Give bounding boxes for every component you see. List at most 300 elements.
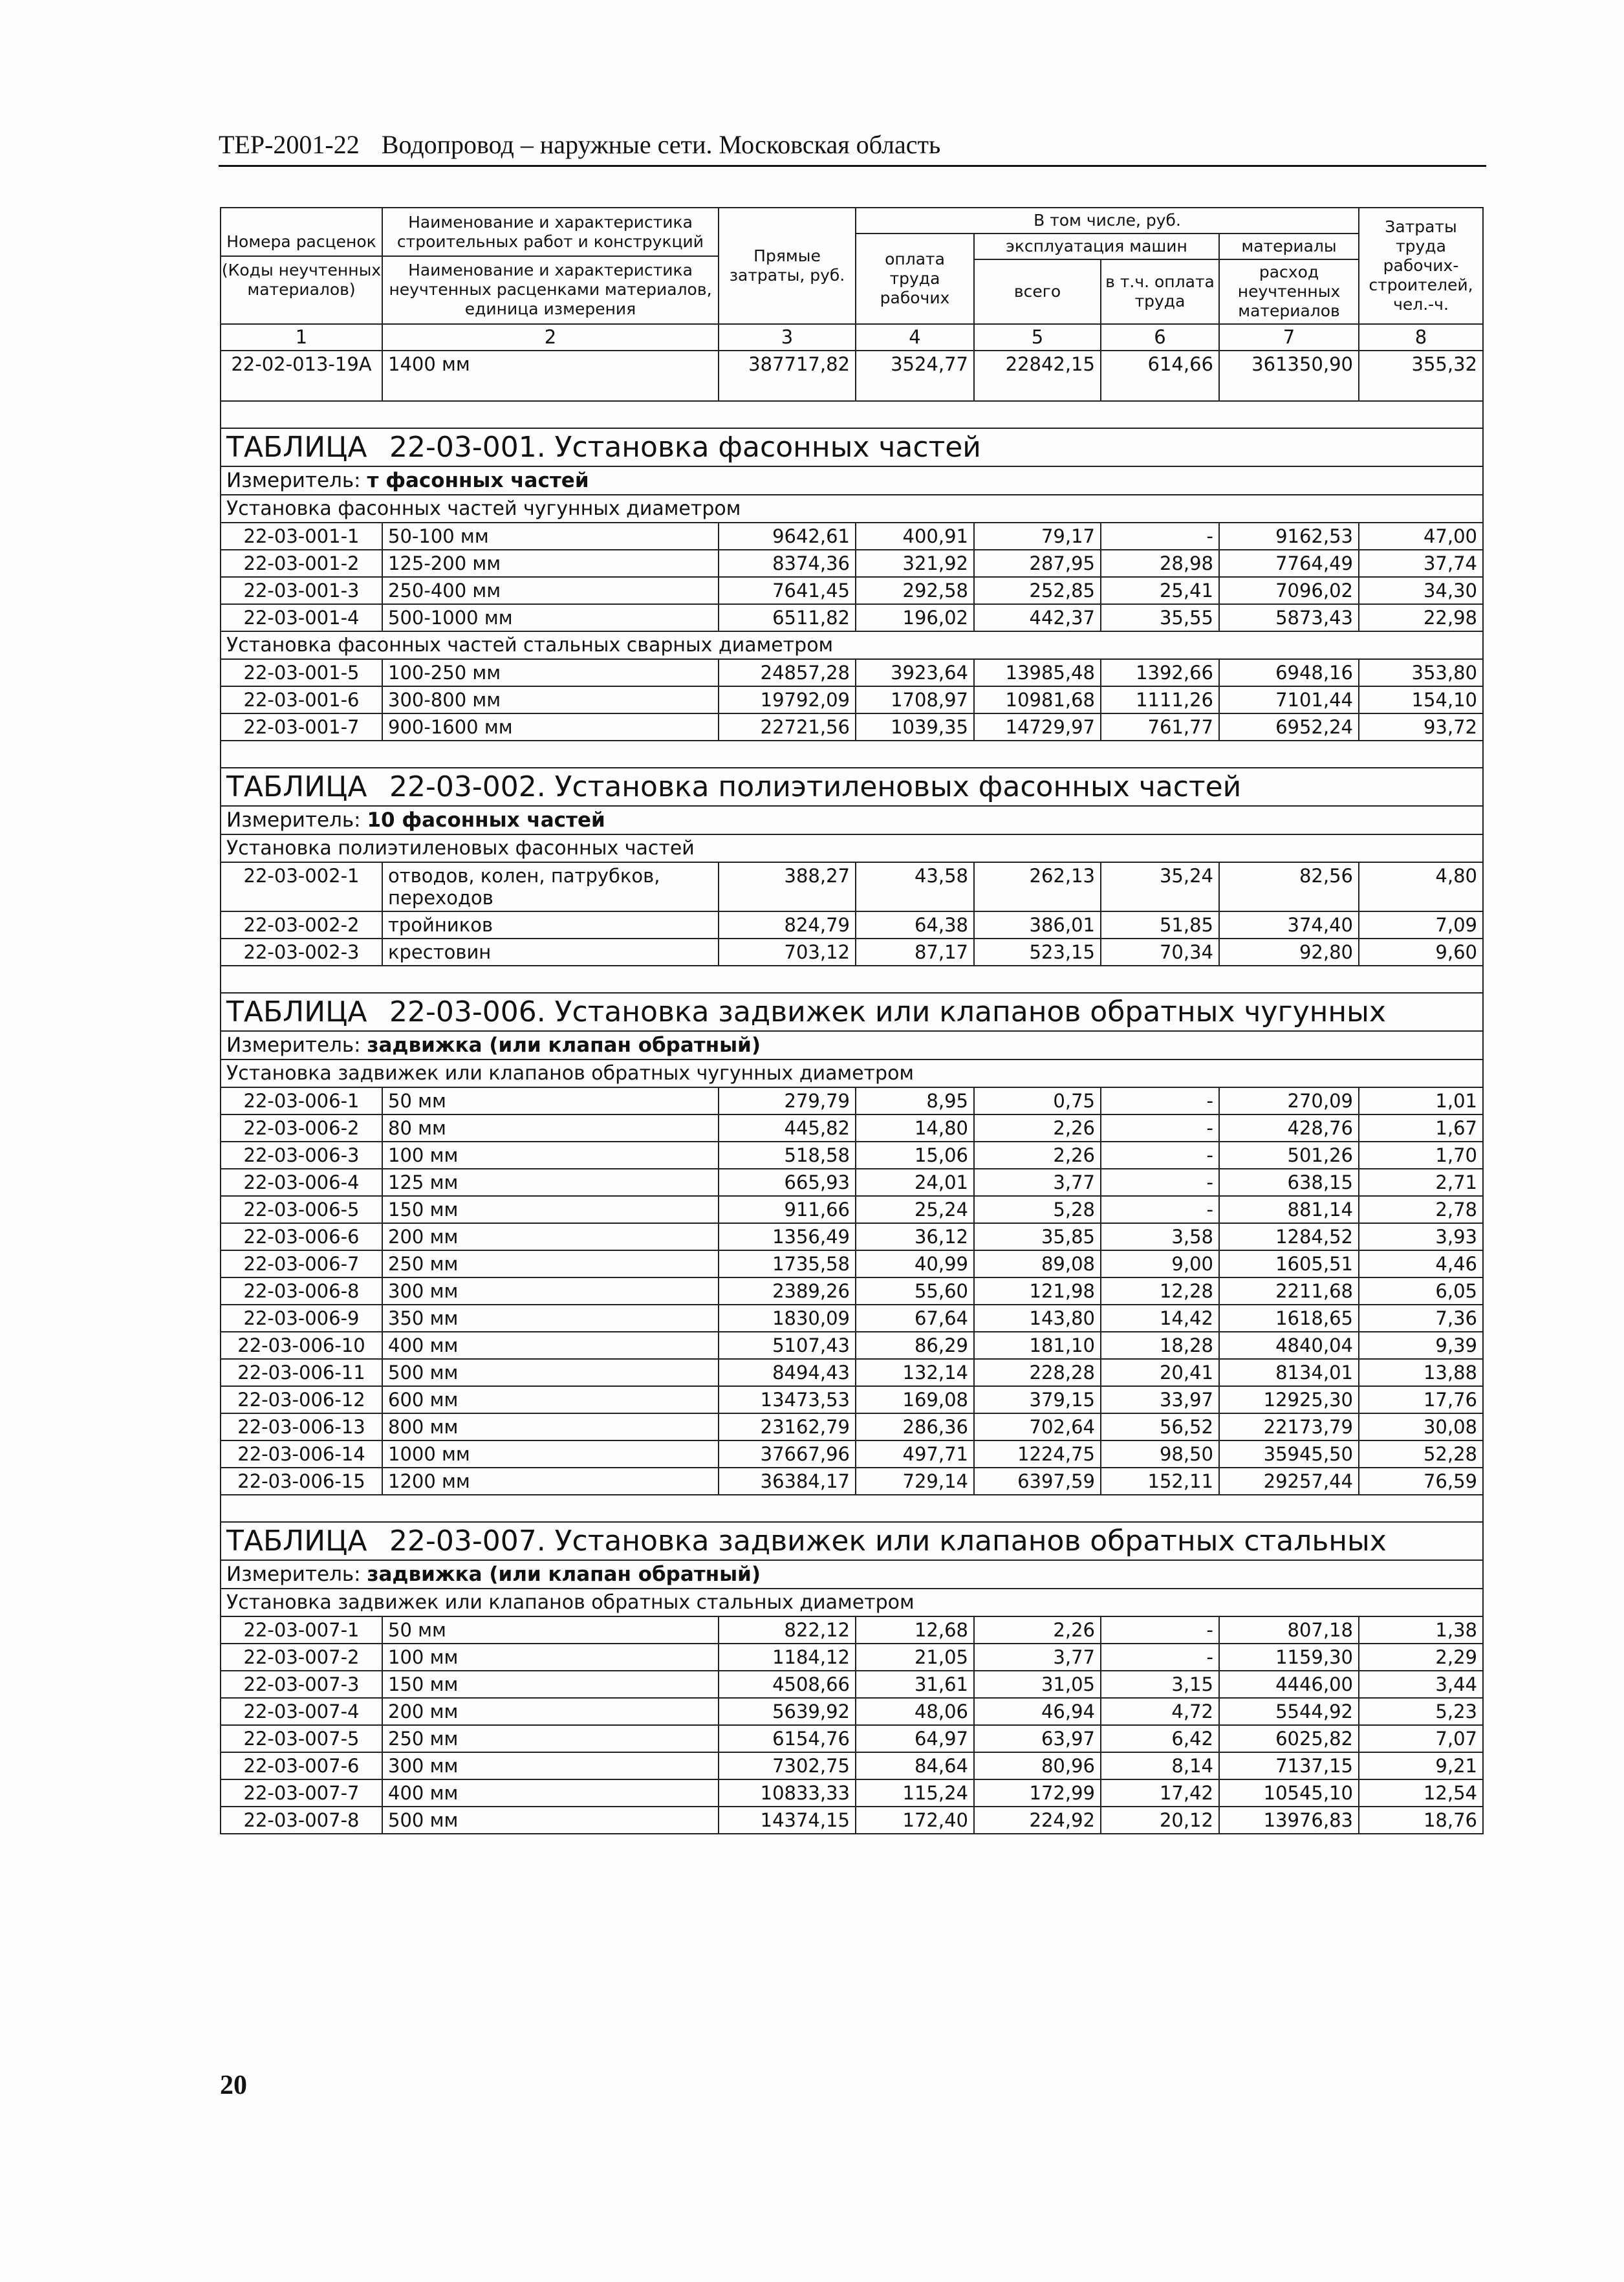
table-row (221, 659, 1483, 686)
labor-hours: 9,21 (1359, 1752, 1483, 1779)
machines-labor-cost: 6,42 (1101, 1725, 1219, 1752)
labor-hours: 7,07 (1359, 1725, 1483, 1752)
rate-code: 22-03-002-2 (221, 911, 382, 939)
machines-labor-cost: - (1101, 1169, 1219, 1196)
rate-name: 100-250 мм (382, 659, 719, 686)
labor-cost: 55,60 (856, 1277, 974, 1305)
materials-cost: 1618,65 (1219, 1305, 1359, 1332)
labor-cost: 67,64 (856, 1305, 974, 1332)
rate-code: 22-03-001-4 (221, 604, 382, 631)
direct-cost: 388,27 (719, 862, 856, 911)
rate-code: 22-03-006-8 (221, 1277, 382, 1305)
col-header-machines-total: всего (974, 259, 1101, 324)
rate-code: 22-03-006-12 (221, 1386, 382, 1413)
direct-cost: 36384,17 (719, 1468, 856, 1495)
rate-name: 400 мм (382, 1332, 719, 1359)
materials-cost: 7101,44 (1219, 686, 1359, 713)
direct-cost: 8374,36 (719, 550, 856, 577)
group-title: Установка фасонных частей чугунных диаметром (221, 495, 1483, 523)
rate-name: 500-1000 мм (382, 604, 719, 631)
materials-cost: 6025,82 (1219, 1725, 1359, 1752)
meter-label: Измеритель: (226, 1033, 361, 1057)
machines-cost: 702,64 (974, 1413, 1101, 1440)
rate-name: 100 мм (382, 1142, 719, 1169)
labor-cost: 321,92 (856, 550, 974, 577)
labor-cost: 64,38 (856, 911, 974, 939)
labor-hours: 7,09 (1359, 911, 1483, 939)
machines-cost: 228,28 (974, 1359, 1101, 1386)
machines-labor-cost: 614,66 (1101, 351, 1219, 401)
machines-labor-cost: - (1101, 1114, 1219, 1142)
rate-name: 50 мм (382, 1087, 719, 1114)
machines-cost: 6397,59 (974, 1468, 1101, 1495)
rate-name: 500 мм (382, 1359, 719, 1386)
machines-labor-cost: 152,11 (1101, 1468, 1219, 1495)
machines-labor-cost: 35,24 (1101, 862, 1219, 911)
machines-labor-cost: 35,55 (1101, 604, 1219, 631)
rate-name: 250 мм (382, 1725, 719, 1752)
table-row (221, 713, 1483, 741)
materials-cost: 29257,44 (1219, 1468, 1359, 1495)
labor-cost: 64,97 (856, 1725, 974, 1752)
meter-value: задвижка (или клапан обратный) (367, 1033, 761, 1057)
machines-cost: 63,97 (974, 1725, 1101, 1752)
labor-cost: 115,24 (856, 1779, 974, 1807)
column-number-row (221, 324, 1483, 351)
col-number: 7 (1219, 324, 1359, 351)
group-title: Установка фасонных частей стальных сварных диаметром (221, 631, 1483, 659)
materials-cost: 10545,10 (1219, 1779, 1359, 1807)
table-row (221, 1386, 1483, 1413)
col-header-materials: расход неучтенных материалов (1219, 259, 1359, 324)
labor-cost: 40,99 (856, 1250, 974, 1277)
labor-cost: 48,06 (856, 1698, 974, 1725)
machines-cost: 89,08 (974, 1250, 1101, 1277)
machines-labor-cost: 56,52 (1101, 1413, 1219, 1440)
rate-name: 400 мм (382, 1779, 719, 1807)
machines-labor-cost: 20,41 (1101, 1359, 1219, 1386)
rate-name: 800 мм (382, 1413, 719, 1440)
col-header-group-materials: материалы (1219, 234, 1359, 259)
table-title-row (221, 768, 1483, 806)
rate-name: 1200 мм (382, 1468, 719, 1495)
labor-cost: 1708,97 (856, 686, 974, 713)
rate-name: 250 мм (382, 1250, 719, 1277)
table-row (221, 1807, 1483, 1834)
table-label: ТАБЛИЦА (226, 430, 367, 464)
meter-label: Измеритель: (226, 808, 361, 832)
rate-code: 22-03-006-11 (221, 1359, 382, 1386)
doc-code: ТЕР-2001-22 (219, 130, 360, 159)
direct-cost: 518,58 (719, 1142, 856, 1169)
col-header-hours: Затраты труда рабочих-строителей, чел.-ч. (1359, 208, 1483, 324)
labor-hours: 6,05 (1359, 1277, 1483, 1305)
table-row (221, 1359, 1483, 1386)
table-row (221, 1644, 1483, 1671)
labor-hours: 1,38 (1359, 1616, 1483, 1644)
machines-labor-cost: 761,77 (1101, 713, 1219, 741)
direct-cost: 445,82 (719, 1114, 856, 1142)
direct-cost: 822,12 (719, 1616, 856, 1644)
rate-code: 22-03-006-5 (221, 1196, 382, 1223)
rate-name: 150 мм (382, 1196, 719, 1223)
table-code-title: 22-03-001. Установка фасонных частей (389, 430, 981, 464)
table-body (221, 351, 1483, 1834)
direct-cost: 5639,92 (719, 1698, 856, 1725)
rate-code: 22-03-006-13 (221, 1413, 382, 1440)
table-row (221, 939, 1483, 966)
meter-value: задвижка (или клапан обратный) (367, 1562, 761, 1586)
group-title: Установка полиэтиленовых фасонных частей (221, 834, 1483, 862)
section-gap (221, 966, 1483, 993)
machines-cost: 287,95 (974, 550, 1101, 577)
machines-cost: 80,96 (974, 1752, 1101, 1779)
rate-code: 22-03-007-7 (221, 1779, 382, 1807)
meter-value: т фасонных частей (367, 468, 589, 492)
labor-hours: 3,93 (1359, 1223, 1483, 1250)
rate-code: 22-03-007-5 (221, 1725, 382, 1752)
machines-labor-cost: 70,34 (1101, 939, 1219, 966)
rate-code: 22-03-001-3 (221, 577, 382, 604)
labor-cost: 286,36 (856, 1413, 974, 1440)
materials-cost: 82,56 (1219, 862, 1359, 911)
rate-name: 900-1600 мм (382, 713, 719, 741)
machines-labor-cost: 1392,66 (1101, 659, 1219, 686)
labor-cost: 169,08 (856, 1386, 974, 1413)
table-title-row (221, 993, 1483, 1031)
rate-name: 100 мм (382, 1644, 719, 1671)
machines-cost: 379,15 (974, 1386, 1101, 1413)
meter-value: 10 фасонных частей (367, 808, 605, 832)
labor-hours: 93,72 (1359, 713, 1483, 741)
materials-cost: 5873,43 (1219, 604, 1359, 631)
materials-cost: 428,76 (1219, 1114, 1359, 1142)
labor-cost: 3524,77 (856, 351, 974, 401)
labor-cost: 84,64 (856, 1752, 974, 1779)
col-header-machines-labor: в т.ч. оплата труда (1101, 259, 1219, 324)
section-gap (221, 1495, 1483, 1522)
labor-cost: 31,61 (856, 1671, 974, 1698)
rate-code: 22-03-001-2 (221, 550, 382, 577)
labor-cost: 21,05 (856, 1644, 974, 1671)
meter-label: Измеритель: (226, 1562, 361, 1586)
machines-cost: 2,26 (974, 1114, 1101, 1142)
direct-cost: 7302,75 (719, 1752, 856, 1779)
materials-cost: 374,40 (1219, 911, 1359, 939)
labor-hours: 353,80 (1359, 659, 1483, 686)
machines-labor-cost: 51,85 (1101, 911, 1219, 939)
machines-cost: 46,94 (974, 1698, 1101, 1725)
rate-name: 200 мм (382, 1223, 719, 1250)
machines-cost: 386,01 (974, 911, 1101, 939)
rate-name: 80 мм (382, 1114, 719, 1142)
rate-code: 22-03-006-7 (221, 1250, 382, 1277)
rate-code: 22-03-006-3 (221, 1142, 382, 1169)
machines-labor-cost: 28,98 (1101, 550, 1219, 577)
machines-labor-cost: 25,41 (1101, 577, 1219, 604)
table-row (221, 1169, 1483, 1196)
col-number: 6 (1101, 324, 1219, 351)
machines-labor-cost: 3,15 (1101, 1671, 1219, 1698)
rate-name: 1400 мм (382, 351, 719, 401)
direct-cost: 10833,33 (719, 1779, 856, 1807)
direct-cost: 1830,09 (719, 1305, 856, 1332)
group-title-row (221, 1060, 1483, 1087)
table-row (221, 1332, 1483, 1359)
machines-labor-cost: - (1101, 1616, 1219, 1644)
rate-name: отводов, колен, патрубков, переходов (382, 862, 719, 911)
table-row (221, 1779, 1483, 1807)
materials-cost: 807,18 (1219, 1616, 1359, 1644)
labor-cost: 3923,64 (856, 659, 974, 686)
rate-name: 350 мм (382, 1305, 719, 1332)
group-title-row (221, 834, 1483, 862)
machines-cost: 0,75 (974, 1087, 1101, 1114)
machines-cost: 224,92 (974, 1807, 1101, 1834)
labor-hours: 3,44 (1359, 1671, 1483, 1698)
table-row (221, 1142, 1483, 1169)
direct-cost: 19792,09 (719, 686, 856, 713)
machines-labor-cost: - (1101, 523, 1219, 550)
table-row (221, 1440, 1483, 1468)
machines-labor-cost: 18,28 (1101, 1332, 1219, 1359)
labor-hours: 37,74 (1359, 550, 1483, 577)
machines-cost: 5,28 (974, 1196, 1101, 1223)
table-code-title: 22-03-002. Установка полиэтиленовых фасонных частей (389, 770, 1242, 803)
materials-cost: 501,26 (1219, 1142, 1359, 1169)
rate-code: 22-03-006-9 (221, 1305, 382, 1332)
table-label: ТАБЛИЦА (226, 770, 367, 803)
labor-hours: 22,98 (1359, 604, 1483, 631)
rate-code: 22-03-001-6 (221, 686, 382, 713)
col2-bottom-label: Наименование и характеристика неучтенных расценками материалов, единица измерения (383, 255, 718, 319)
table-row (221, 1305, 1483, 1332)
machines-cost: 22842,15 (974, 351, 1101, 401)
col-number: 4 (856, 324, 974, 351)
table-code-title: 22-03-006. Установка задвижек или клапанов обратных чугунных (389, 995, 1386, 1028)
direct-cost: 5107,43 (719, 1332, 856, 1359)
direct-cost: 387717,82 (719, 351, 856, 401)
machines-labor-cost: 8,14 (1101, 1752, 1219, 1779)
rates-table (220, 207, 1484, 1834)
machines-labor-cost: 33,97 (1101, 1386, 1219, 1413)
labor-cost: 8,95 (856, 1087, 974, 1114)
direct-cost: 665,93 (719, 1169, 856, 1196)
materials-cost: 1605,51 (1219, 1250, 1359, 1277)
rate-code: 22-03-007-6 (221, 1752, 382, 1779)
table-row (221, 577, 1483, 604)
labor-hours: 13,88 (1359, 1359, 1483, 1386)
direct-cost: 14374,15 (719, 1807, 856, 1834)
materials-cost: 22173,79 (1219, 1413, 1359, 1440)
doc-title: Водопровод – наружные сети. Московская область (381, 130, 941, 159)
materials-cost: 4840,04 (1219, 1332, 1359, 1359)
materials-cost: 1159,30 (1219, 1644, 1359, 1671)
labor-hours: 34,30 (1359, 577, 1483, 604)
rate-code: 22-03-007-2 (221, 1644, 382, 1671)
table-row (221, 1698, 1483, 1725)
table-row (221, 1671, 1483, 1698)
machines-labor-cost: 9,00 (1101, 1250, 1219, 1277)
labor-cost: 15,06 (856, 1142, 974, 1169)
table-label: ТАБЛИЦА (226, 1524, 367, 1558)
rate-code: 22-02-013-19А (221, 351, 382, 401)
rate-code: 22-03-007-8 (221, 1807, 382, 1834)
section-gap (221, 401, 1483, 428)
machines-labor-cost: - (1101, 1644, 1219, 1671)
rate-name: 250-400 мм (382, 577, 719, 604)
labor-cost: 172,40 (856, 1807, 974, 1834)
labor-hours: 47,00 (1359, 523, 1483, 550)
table-row (221, 1725, 1483, 1752)
machines-labor-cost: - (1101, 1142, 1219, 1169)
labor-hours: 2,71 (1359, 1169, 1483, 1196)
table-title (221, 993, 1483, 1031)
rate-name: 50-100 мм (382, 523, 719, 550)
table-row (221, 604, 1483, 631)
labor-hours: 9,60 (1359, 939, 1483, 966)
machines-cost: 252,85 (974, 577, 1101, 604)
machines-cost: 2,26 (974, 1142, 1101, 1169)
machines-labor-cost: 3,58 (1101, 1223, 1219, 1250)
labor-cost: 43,58 (856, 862, 974, 911)
col-number: 1 (221, 324, 382, 351)
table-row (221, 1752, 1483, 1779)
rate-code: 22-03-006-10 (221, 1332, 382, 1359)
rate-code: 22-03-007-4 (221, 1698, 382, 1725)
labor-hours: 4,46 (1359, 1250, 1483, 1277)
labor-hours: 76,59 (1359, 1468, 1483, 1495)
machines-cost: 31,05 (974, 1671, 1101, 1698)
direct-cost: 23162,79 (719, 1413, 856, 1440)
direct-cost: 1184,12 (719, 1644, 856, 1671)
rate-name: 500 мм (382, 1807, 719, 1834)
table-row (221, 1223, 1483, 1250)
table-row (221, 1114, 1483, 1142)
materials-cost: 8134,01 (1219, 1359, 1359, 1386)
labor-cost: 24,01 (856, 1169, 974, 1196)
materials-cost: 5544,92 (1219, 1698, 1359, 1725)
materials-cost: 881,14 (1219, 1196, 1359, 1223)
rate-code: 22-03-007-1 (221, 1616, 382, 1644)
labor-hours: 4,80 (1359, 862, 1483, 911)
labor-hours: 7,36 (1359, 1305, 1483, 1332)
labor-hours: 52,28 (1359, 1440, 1483, 1468)
meter-row (221, 1560, 1483, 1589)
machines-cost: 121,98 (974, 1277, 1101, 1305)
page-number: 20 (220, 2070, 247, 2100)
labor-cost: 25,24 (856, 1196, 974, 1223)
col-number: 5 (974, 324, 1101, 351)
running-header (219, 129, 1486, 167)
table-row (221, 550, 1483, 577)
labor-hours: 2,29 (1359, 1644, 1483, 1671)
rate-name: крестовин (382, 939, 719, 966)
table-row (221, 523, 1483, 550)
rate-name: 300 мм (382, 1752, 719, 1779)
rate-name: 600 мм (382, 1386, 719, 1413)
col-header-codes (221, 208, 382, 324)
direct-cost: 6154,76 (719, 1725, 856, 1752)
machines-cost: 79,17 (974, 523, 1101, 550)
direct-cost: 24857,28 (719, 659, 856, 686)
rate-code: 22-03-002-1 (221, 862, 382, 911)
col-header-labor: оплата труда рабочих (856, 234, 974, 324)
materials-cost: 4446,00 (1219, 1671, 1359, 1698)
table-code-title: 22-03-007. Установка задвижек или клапанов обратных стальных (389, 1524, 1387, 1558)
col-number: 3 (719, 324, 856, 351)
rate-name: 125 мм (382, 1169, 719, 1196)
machines-labor-cost: 20,12 (1101, 1807, 1219, 1834)
labor-cost: 14,80 (856, 1114, 974, 1142)
direct-cost: 4508,66 (719, 1671, 856, 1698)
labor-hours: 1,01 (1359, 1087, 1483, 1114)
table-row (221, 862, 1483, 911)
rate-code: 22-03-002-3 (221, 939, 382, 966)
group-title-row (221, 495, 1483, 523)
rate-code: 22-03-006-15 (221, 1468, 382, 1495)
materials-cost: 638,15 (1219, 1169, 1359, 1196)
machines-cost: 523,15 (974, 939, 1101, 966)
rate-code: 22-03-001-7 (221, 713, 382, 741)
group-title-row (221, 631, 1483, 659)
labor-hours: 154,10 (1359, 686, 1483, 713)
machines-cost: 172,99 (974, 1779, 1101, 1807)
rate-code: 22-03-006-14 (221, 1440, 382, 1468)
group-title: Установка задвижек или клапанов обратных чугунных диаметром (221, 1060, 1483, 1087)
col-header-direct: Прямые затраты, руб. (719, 208, 856, 324)
section-gap (221, 741, 1483, 768)
direct-cost: 6511,82 (719, 604, 856, 631)
labor-cost: 497,71 (856, 1440, 974, 1468)
machines-cost: 3,77 (974, 1169, 1101, 1196)
direct-cost: 22721,56 (719, 713, 856, 741)
table-row (221, 351, 1483, 401)
table-row (221, 1250, 1483, 1277)
machines-cost: 262,13 (974, 862, 1101, 911)
direct-cost: 1735,58 (719, 1250, 856, 1277)
table-title-row (221, 1522, 1483, 1560)
direct-cost: 824,79 (719, 911, 856, 939)
table-row (221, 1413, 1483, 1440)
table-title (221, 428, 1483, 466)
rate-code: 22-03-006-6 (221, 1223, 382, 1250)
labor-cost: 292,58 (856, 577, 974, 604)
rate-name: 50 мм (382, 1616, 719, 1644)
machines-cost: 35,85 (974, 1223, 1101, 1250)
direct-cost: 13473,53 (719, 1386, 856, 1413)
group-title: Установка задвижек или клапанов обратных стальных диаметром (221, 1589, 1483, 1616)
table-label: ТАБЛИЦА (226, 995, 367, 1028)
labor-hours: 1,67 (1359, 1114, 1483, 1142)
labor-hours: 9,39 (1359, 1332, 1483, 1359)
col-number: 2 (382, 324, 719, 351)
direct-cost: 7641,45 (719, 577, 856, 604)
rate-name: 1000 мм (382, 1440, 719, 1468)
machines-labor-cost: 17,42 (1101, 1779, 1219, 1807)
table-title-row (221, 428, 1483, 466)
direct-cost: 703,12 (719, 939, 856, 966)
labor-hours: 17,76 (1359, 1386, 1483, 1413)
materials-cost: 7096,02 (1219, 577, 1359, 604)
col-header-group-machines: эксплуатация машин (974, 234, 1219, 259)
labor-cost: 36,12 (856, 1223, 974, 1250)
materials-cost: 6952,24 (1219, 713, 1359, 741)
machines-cost: 10981,68 (974, 686, 1101, 713)
col1-bottom-label: (Коды неучтенных материалов) (221, 255, 382, 299)
rate-code: 22-03-006-4 (221, 1169, 382, 1196)
machines-labor-cost: 14,42 (1101, 1305, 1219, 1332)
